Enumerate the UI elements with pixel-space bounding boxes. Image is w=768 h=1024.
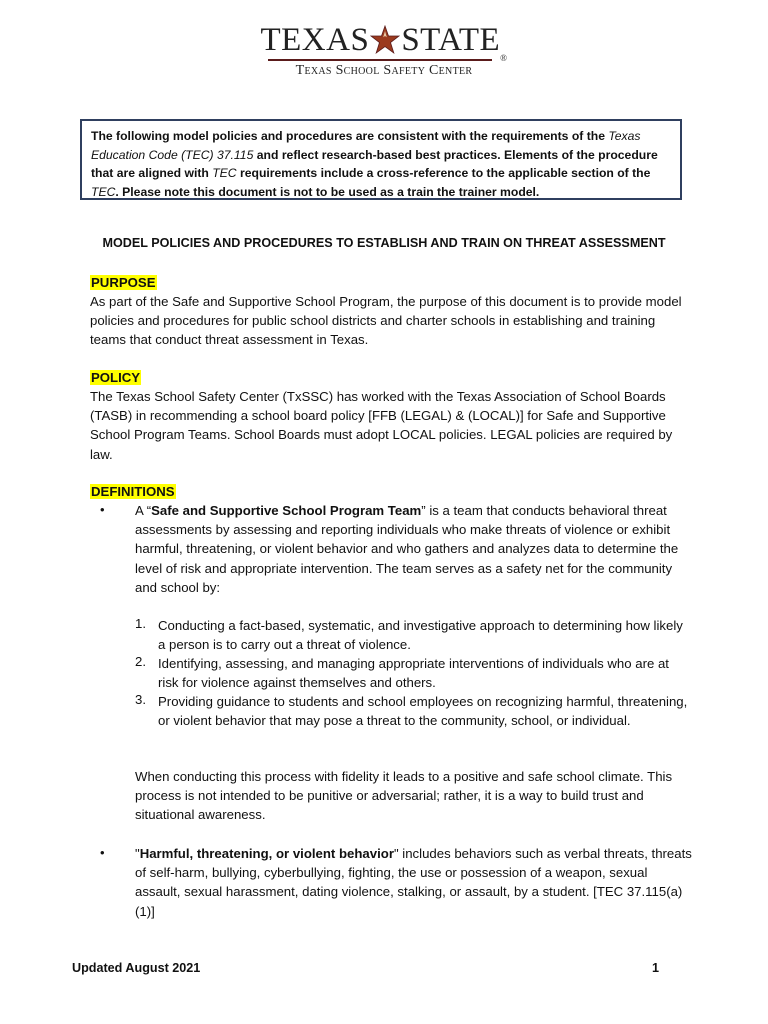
logo-rule <box>268 59 492 61</box>
footer-updated: Updated August 2021 <box>72 961 201 975</box>
notice-tec: TEC <box>91 184 116 199</box>
page-number: 1 <box>652 961 660 975</box>
notice-tec: TEC <box>212 166 237 180</box>
policy-heading: POLICY <box>91 370 141 385</box>
logo-word-state: STATE <box>401 22 501 59</box>
policy-text: The Texas School Safety Center (TxSSC) has worked with the Texas Association of School Boards (TASB) in recommending a school board policy [FFB (LEGAL) & (LOCAL)] for Safe and Supportive School Program Teams. School Boards must adopt LOCAL policies. LEGAL policies are required by law. <box>90 389 673 462</box>
bullet: • <box>100 502 105 517</box>
logo-word-texas: TEXAS <box>260 22 370 59</box>
list-item: Conducting a fact-based, systematic, and investigative approach to determining how likely a person is to carry out a threat of violence. <box>158 618 683 653</box>
notice-text: and reflect research-based best practices. Elements of the procedure that are aligned with <box>91 147 658 180</box>
logo-wordmark <box>0 18 768 63</box>
logo-subtitle: Texas School Safety Center <box>295 63 473 78</box>
notice-text: requirements include a cross-reference to the applicable section of the <box>236 166 651 180</box>
star-icon <box>370 25 400 55</box>
definitions-heading: DEFINITIONS <box>91 484 175 499</box>
purpose-heading: PURPOSE <box>91 275 156 290</box>
registered-mark: ® <box>500 53 508 63</box>
list-item: Providing guidance to students and school employees on recognizing harmful, threatening, or violent behavior that may pose a threat to the community, school, or individual. <box>158 694 688 729</box>
list-number: 2. <box>135 654 146 669</box>
definition-team: A “Safe and Supportive School Program Team” is a team that conducts behavioral threat assessments by assessing and reporting individuals who make threats of violence or exhibit harmful, threatening, or violent behavior and who gathers and analyzes data to determine the level of risk and appropriate intervention. The team serves as a safety net for the community and school by: <box>135 503 679 595</box>
definition-harmful-behavior: "Harmful, threatening, or violent behavior" includes behaviors such as verbal threats, threats of self-harm, bullying, cyberbullying, fighting, the use or possession of a weapon, sexual assault, sexual harassment, dating violence, stalking, or assault, by a student. [TEC 37.115(a)(1)] <box>135 846 692 919</box>
definition-team-note: When conducting this process with fidelity it leads to a positive and safe school climate. This process is not intended to be punitive or adversarial; rather, it is a way to build trust and situational awareness. <box>135 769 673 823</box>
definition-term: Safe and Supportive School Program Team <box>151 503 422 518</box>
notice-text: . Please note this document is not to be used as a train the trainer model. <box>115 184 540 199</box>
texas-state-logo <box>0 18 768 84</box>
list-number: 3. <box>135 692 146 707</box>
purpose-text: As part of the Safe and Supportive School Program, the purpose of this document is to provide model policies and procedures for public school districts and charter schools in establishing and training teams that conduct threat assessment in Texas. <box>90 294 682 348</box>
definition-term: Harmful, threatening, or violent behavior <box>139 846 394 861</box>
notice-text: The following model policies and procedures are consistent with the requirements of the <box>91 129 609 143</box>
list-item: Identifying, assessing, and managing appropriate interventions of individuals who are at risk for violence against themselves and others. <box>158 656 669 691</box>
notice-box <box>80 119 682 200</box>
bullet: • <box>100 845 105 860</box>
notice-tec-ref: Texas Education Code (TEC) 37.115 <box>91 129 641 162</box>
list-number: 1. <box>135 616 146 631</box>
document-title: MODEL POLICIES AND PROCEDURES TO ESTABLISH AND TRAIN ON THREAT ASSESSMENT <box>102 236 666 250</box>
